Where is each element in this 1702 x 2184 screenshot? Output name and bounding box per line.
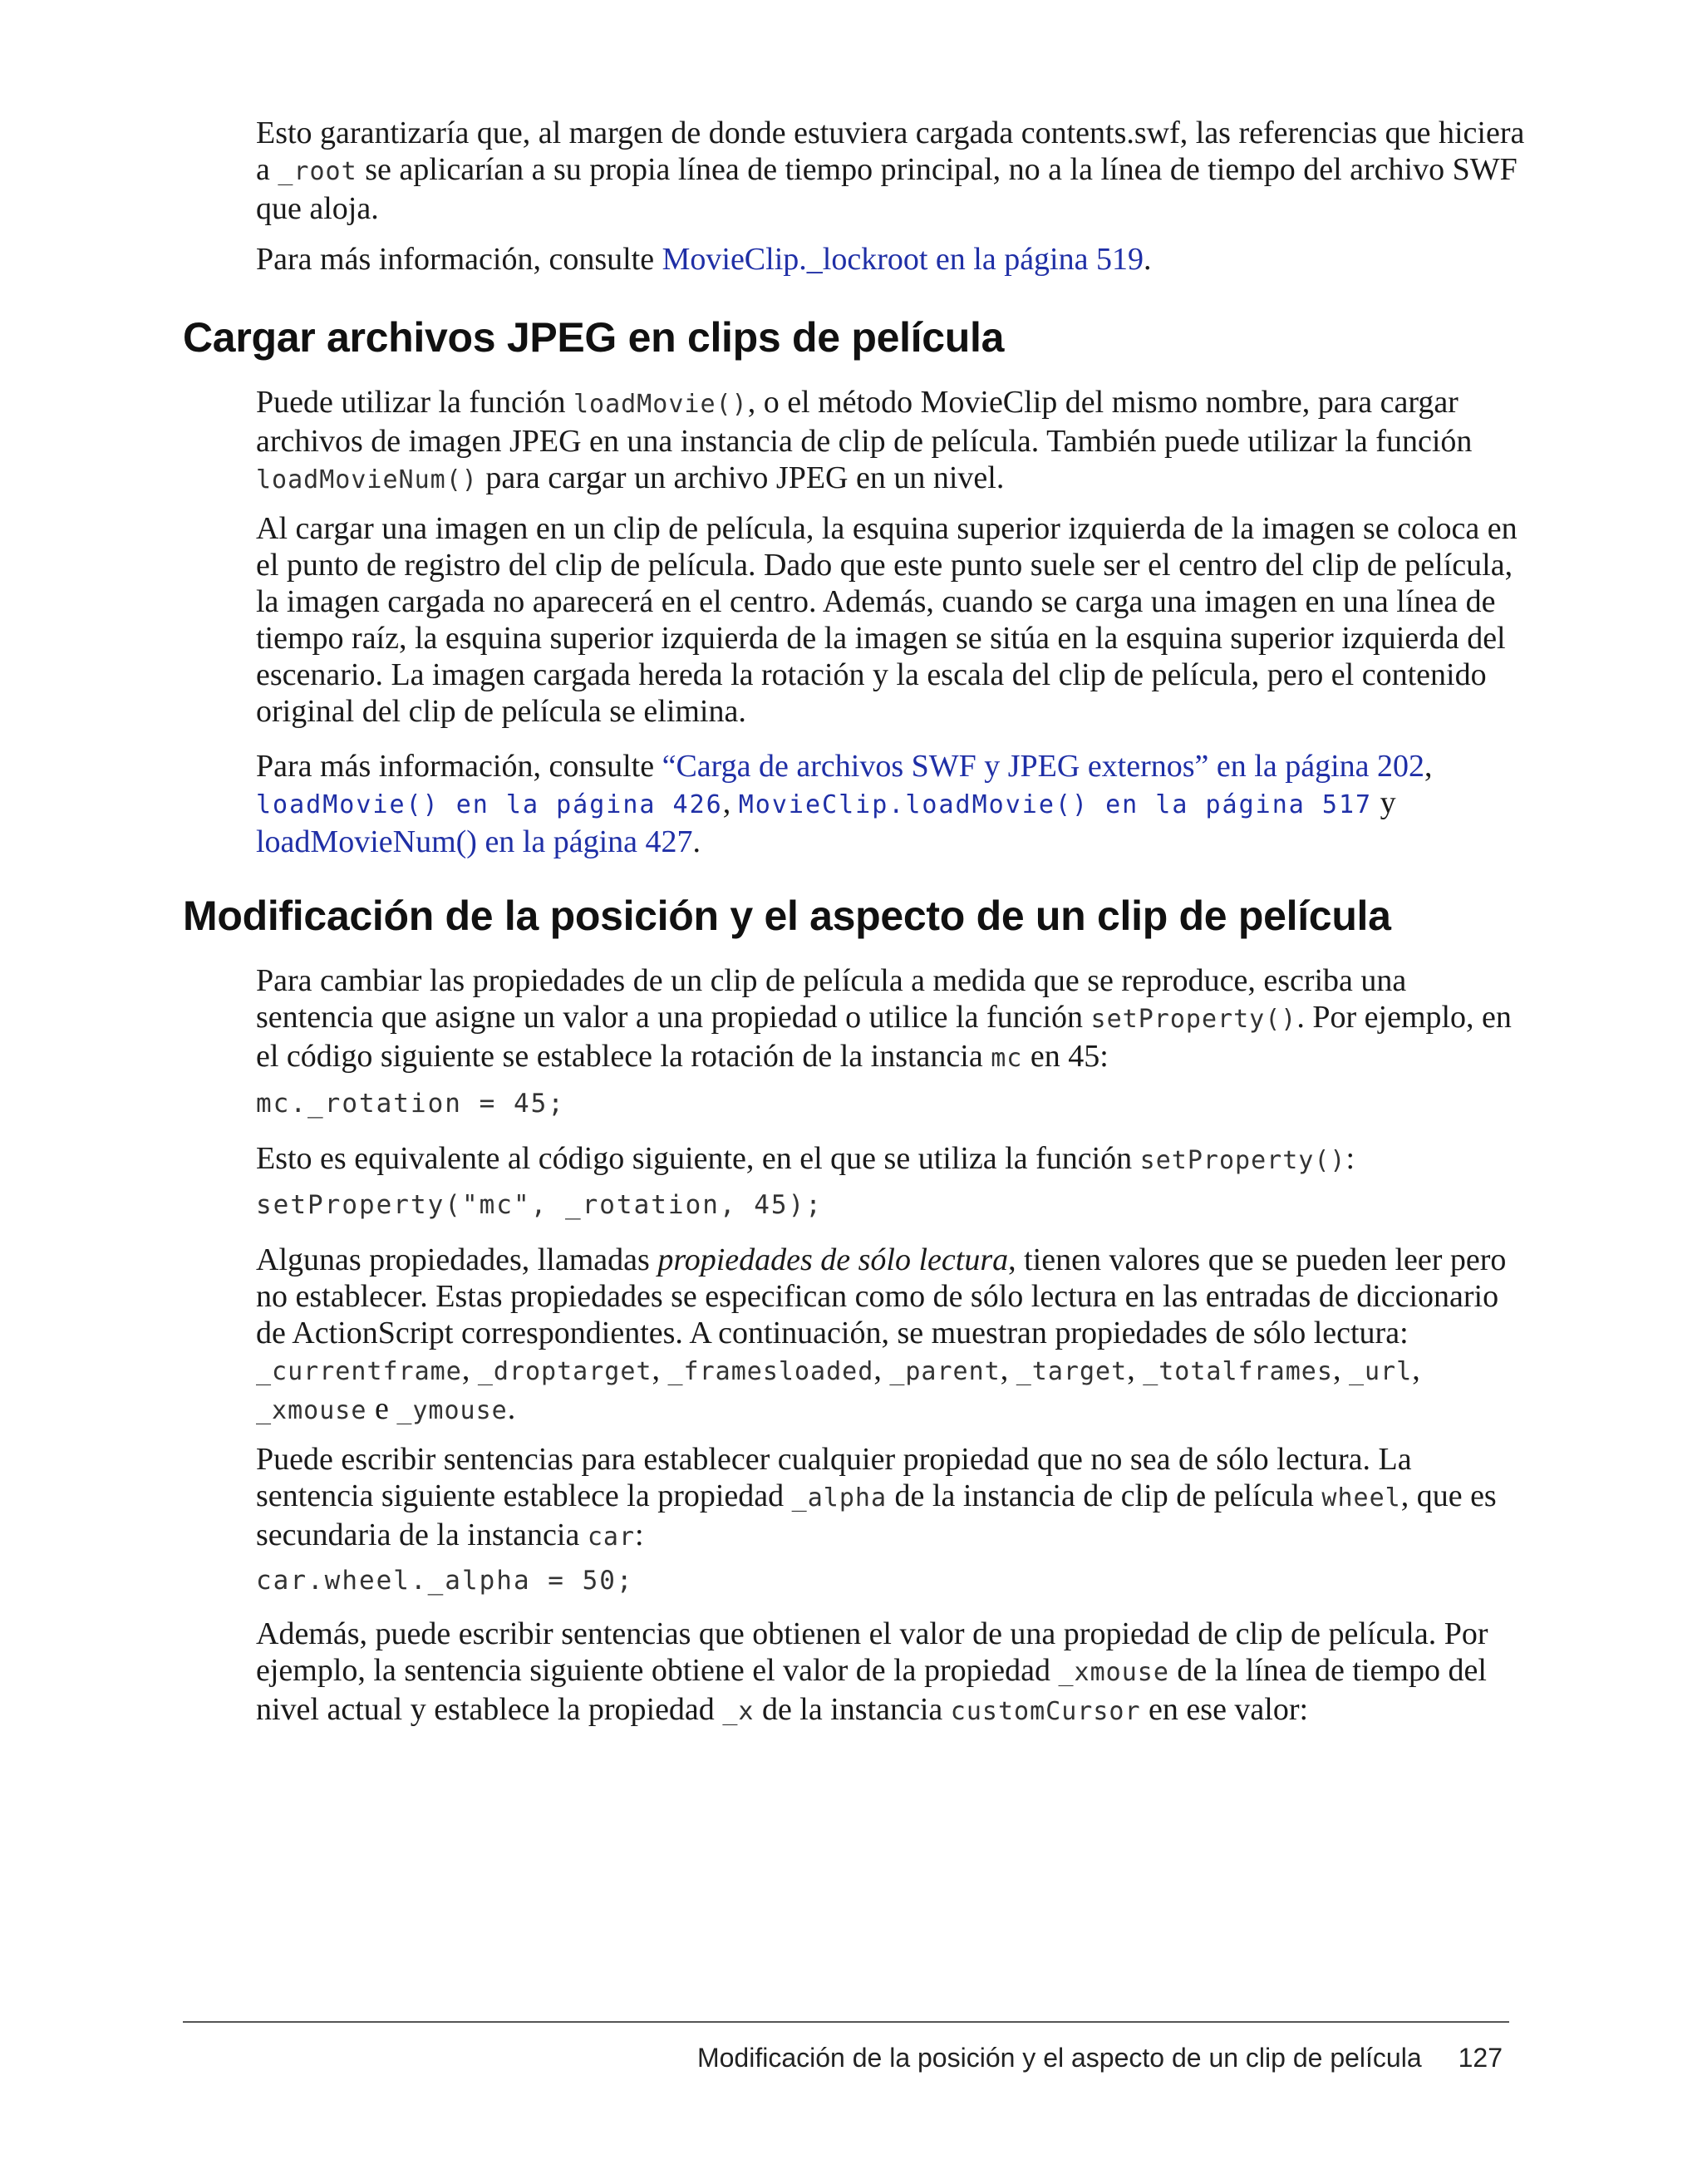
text-run: Además, puede escribir sentencias que obtienen el valor de una propiedad de clip de película. Por ejemplo, la sentencia siguiente obtiene el valor de la propiedad (256, 1616, 1488, 1688)
text-run: . Por ejemplo, en el código siguiente se establece la rotación de la instancia (256, 1000, 1512, 1074)
inline-code-car: car (587, 1522, 636, 1552)
text-run: y (1372, 785, 1396, 820)
text-run: , que es secundaria de la instancia (256, 1478, 1497, 1552)
paragraph-registration-point: Al cargar una imagen en un clip de película, la esquina superior izquierda de la imagen se coloca en el punto de registro del clip de película. Dado que este punto suele ser el centro del clip de película, la imagen cargada no aparecerá en el centro. Además, cuando se carga una imagen en una línea de tiempo raíz, la esquina superior izquierda de la imagen se sitúa en la esquina superior izquierda del escenario. La imagen cargada hereda la rotación y la escala del clip de película, pero el contenido original del clip de película se elimina. (256, 511, 1518, 729)
text-run: Puede utilizar la función (256, 385, 573, 420)
text-run: e (366, 1391, 397, 1426)
text-run: . (1143, 242, 1152, 277)
text-run: Esto es equivalente al código siguiente, en el que se utiliza la función (256, 1141, 1140, 1176)
inline-code-property: _ymouse (396, 1396, 508, 1425)
paragraph-get-property (256, 1616, 1527, 1730)
text-run: de la línea de tiempo del nivel actual y establece la propiedad (256, 1653, 1487, 1727)
section-heading-cargar-jpeg: Cargar archivos JPEG en clips de película (183, 314, 1005, 361)
text-run: , (1424, 749, 1433, 784)
link-loadmovienum[interactable]: loadMovieNum() en la página 427 (256, 824, 693, 859)
inline-code-customcursor: customCursor (950, 1697, 1141, 1726)
inline-code-property: _url (1348, 1357, 1413, 1386)
text-run: , tienen valores que se pueden leer pero no establecer. Estas propiedades se especifican como de sólo lectura en las entradas de diccionario de ActionScript correspondientes. A continuación, se muestran propiedades de sólo lectura: (256, 1242, 1507, 1350)
text-run: : (1345, 1141, 1355, 1176)
paragraph-equivalent (256, 1140, 1527, 1179)
text-run: Puede escribir sentencias para establecer cualquier propiedad que no sea de sólo lectura. La sentencia siguiente establece la propiedad (256, 1442, 1412, 1513)
inline-code-property: _target (1016, 1357, 1128, 1386)
text-run: se aplicarían a su propia línea de tiempo principal, no a la línea de tiempo del archivo SWF que aloja. (256, 152, 1518, 226)
code-block-alpha: car.wheel._alpha = 50; (256, 1566, 634, 1596)
text-run: . (692, 824, 701, 859)
inline-code-root: _root (278, 157, 357, 186)
paragraph-loadmovie (256, 384, 1527, 499)
text-run: Algunas propiedades, llamadas (256, 1242, 658, 1277)
paragraph-set-property (256, 1441, 1527, 1556)
text-run: . (507, 1391, 516, 1426)
text-run: de la instancia de clip de película (887, 1478, 1322, 1513)
link-loadmovie[interactable]: loadMovie() en la página 426 (256, 790, 723, 819)
code-block-rotation: mc._rotation = 45; (256, 1089, 565, 1119)
text-run: Para más información, consulte (256, 242, 662, 277)
paragraph-more-info-jpeg (256, 748, 1527, 860)
inline-code-setproperty: setProperty() (1139, 1146, 1346, 1175)
inline-code-property: _framesloaded (667, 1357, 874, 1386)
link-lockroot[interactable]: MovieClip._lockroot en la página 519 (662, 242, 1144, 277)
footer-divider (183, 2021, 1509, 2023)
page-number: 127 (1458, 2043, 1503, 2073)
text-run: en ese valor: (1140, 1692, 1309, 1727)
inline-code-x: _x (722, 1697, 755, 1726)
inline-code-property: _currentframe (256, 1357, 462, 1386)
paragraph-lockroot-intro (256, 115, 1527, 227)
inline-code-loadmovie: loadMovie() (573, 390, 748, 419)
paragraph-setproperty (256, 962, 1527, 1077)
section-heading-modificacion: Modificación de la posición y el aspecto de un clip de película (183, 893, 1391, 939)
text-run: , o el método MovieClip del mismo nombre, para cargar archivos de imagen JPEG en una instancia de clip de película. También puede utilizar la función (256, 385, 1473, 459)
inline-code-property: _xmouse (256, 1396, 367, 1425)
inline-code-mc: mc (991, 1044, 1023, 1073)
text-run: , (722, 785, 739, 820)
link-movieclip-loadmovie[interactable]: MovieClip.loadMovie() en la página 517 (738, 790, 1373, 819)
footer-section-title: Modificación de la posición y el aspecto de un clip de película (696, 2043, 1422, 2073)
paragraph-read-only-properties: Algunas propiedades, llamadas propiedades de sólo lectura, tienen valores que se pueden leer pero no establecer. Estas propiedades se especifican como de sólo lectura en las entradas de diccionario de ActionScript correspondientes. A continuación, se muestran propiedades de sólo lectura: _currentframe, _droptarget, _framesloaded, _parent, _target, _totalframes, _url, _xmouse e _ymouse. (256, 1242, 1507, 1426)
inline-code-property: _droptarget (477, 1357, 652, 1386)
link-carga-swf-jpeg[interactable]: “Carga de archivos SWF y JPEG externos” en la página 202 (662, 749, 1424, 784)
inline-code-wheel: wheel (1321, 1483, 1401, 1513)
text-run: de la instancia (754, 1692, 951, 1727)
paragraph-more-info-lockroot (256, 241, 1527, 278)
text-run: en 45: (1022, 1039, 1109, 1074)
emphasis-read-only: propiedades de sólo lectura (657, 1242, 1009, 1277)
page-footer (697, 2041, 1503, 2074)
inline-code-property: _parent (889, 1357, 1001, 1386)
inline-code-loadmovienum: loadMovieNum() (256, 465, 478, 494)
inline-code-xmouse: _xmouse (1058, 1658, 1169, 1687)
code-block-setproperty: setProperty("mc", _rotation, 45); (256, 1190, 823, 1220)
inline-code-setproperty: setProperty() (1090, 1005, 1297, 1034)
inline-code-alpha: _alpha (791, 1483, 888, 1513)
text-run: Para más información, consulte (256, 749, 662, 784)
text-run: Para cambiar las propiedades de un clip de película a medida que se reproduce, escriba una sentencia que asigne un valor a una propiedad o utilice la función (256, 963, 1407, 1035)
text-run: para cargar un archivo JPEG en un nivel. (477, 460, 1005, 495)
text-run: Esto garantizaría que, al margen de donde estuviera cargada contents.swf, las referencias que hiciera a (256, 116, 1525, 187)
inline-code-property: _totalframes (1143, 1357, 1333, 1386)
text-run: : (635, 1517, 644, 1552)
